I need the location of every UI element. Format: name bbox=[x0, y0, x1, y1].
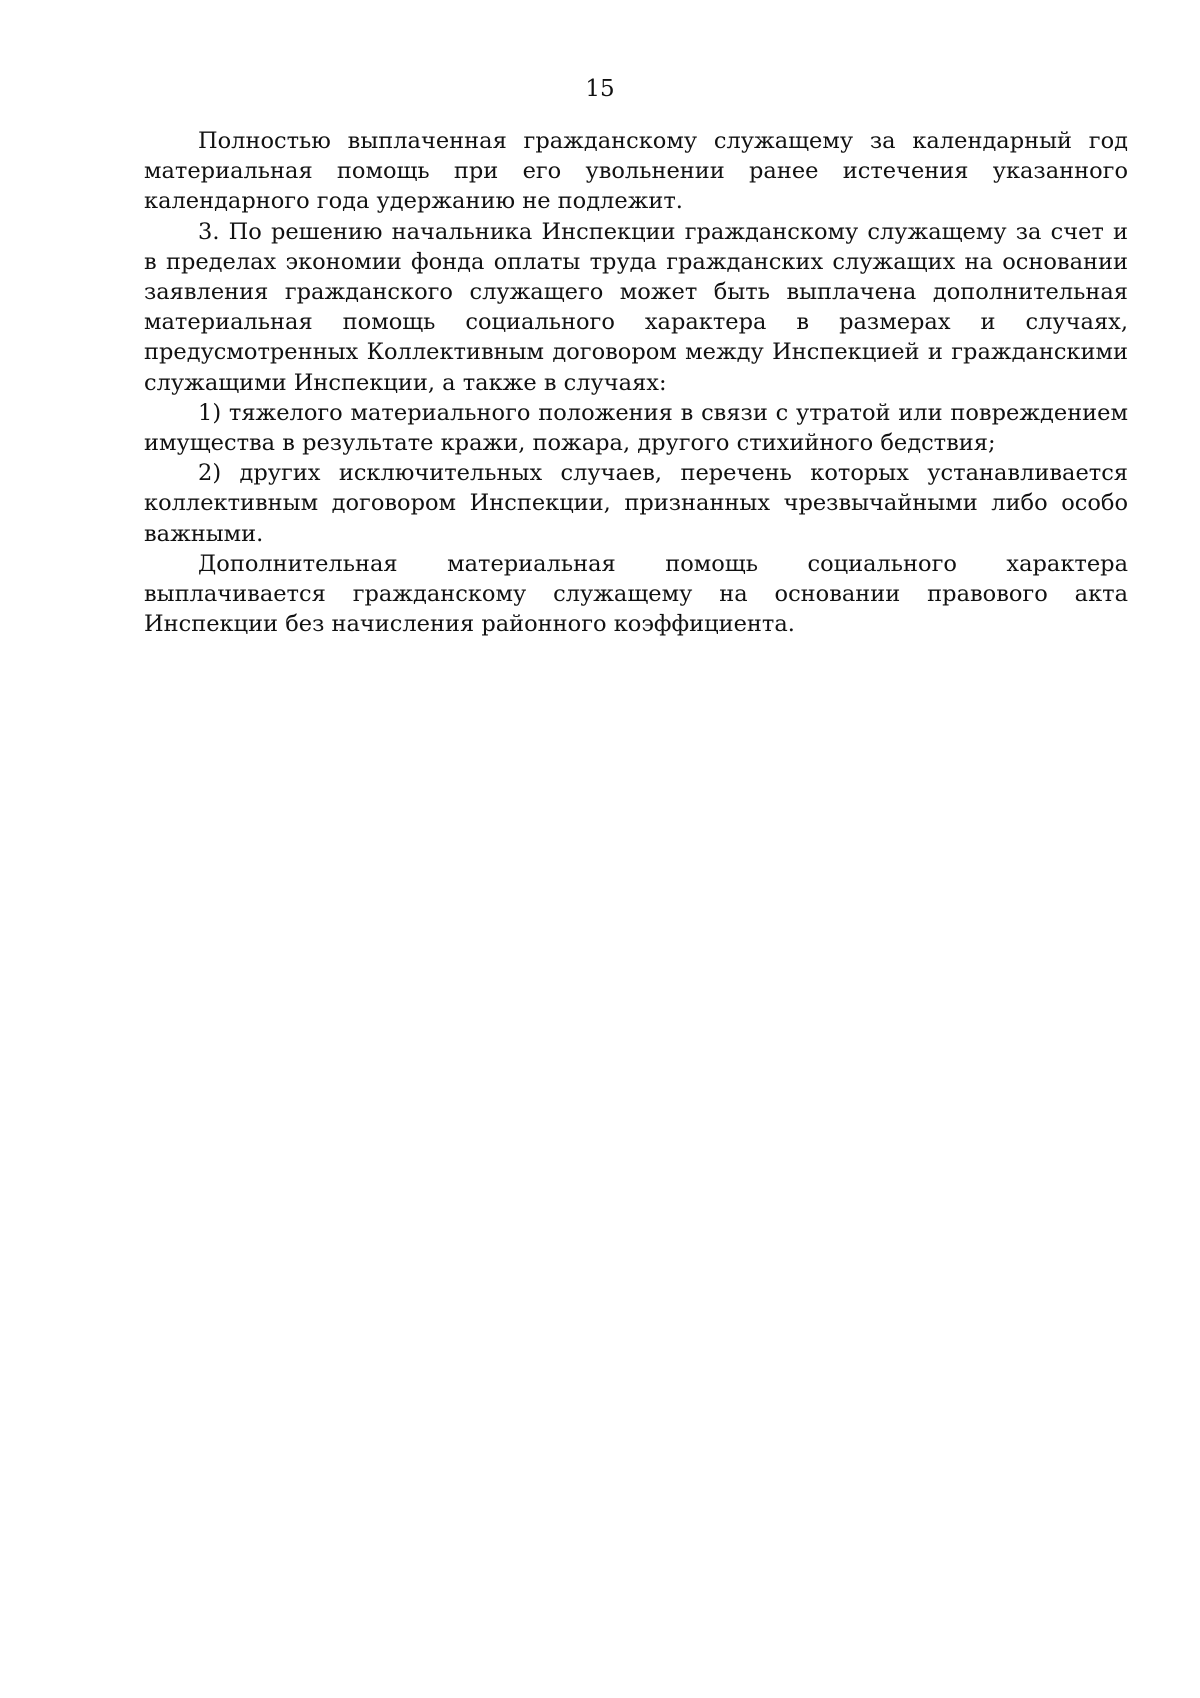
document-body bbox=[144, 126, 1128, 639]
paragraph-subitem-1-hardship: 1) тяжелого материального положения в связи с утратой или повреждением имущества в результате кражи, пожара, другого стихийного бедствия; bbox=[144, 399, 1128, 457]
paragraph-payment-basis: Дополнительная материальная помощь социального характера выплачивается гражданскому служащему на основании правового акта Инспекции без начисления районного коэффициента. bbox=[144, 550, 1128, 638]
paragraph-item-3-additional-aid: 3. По решению начальника Инспекции гражданскому служащему за счет и в пределах экономии фонда оплаты труда гражданских служащих на основании заявления гражданского служащего может быть выплачена дополнительная материальная помощь социального характера в размерах и случаях, предусмотренных Коллективным договором между Инспекцией и гражданскими служащими Инспекции, а также в случаях: bbox=[144, 218, 1128, 396]
page-number: 15 bbox=[585, 76, 615, 102]
paragraph-subitem-2-exceptional-cases: 2) других исключительных случаев, перечень которых устанавливается коллективным договором Инспекции, признанных чрезвычайными либо особо важными. bbox=[144, 460, 1128, 547]
paragraph-material-aid-retention: Полностью выплаченная гражданскому служащему за календарный год материальная помощь при его увольнении ранее истечения указанного календарного года удержанию не подлежит. bbox=[144, 128, 1128, 215]
